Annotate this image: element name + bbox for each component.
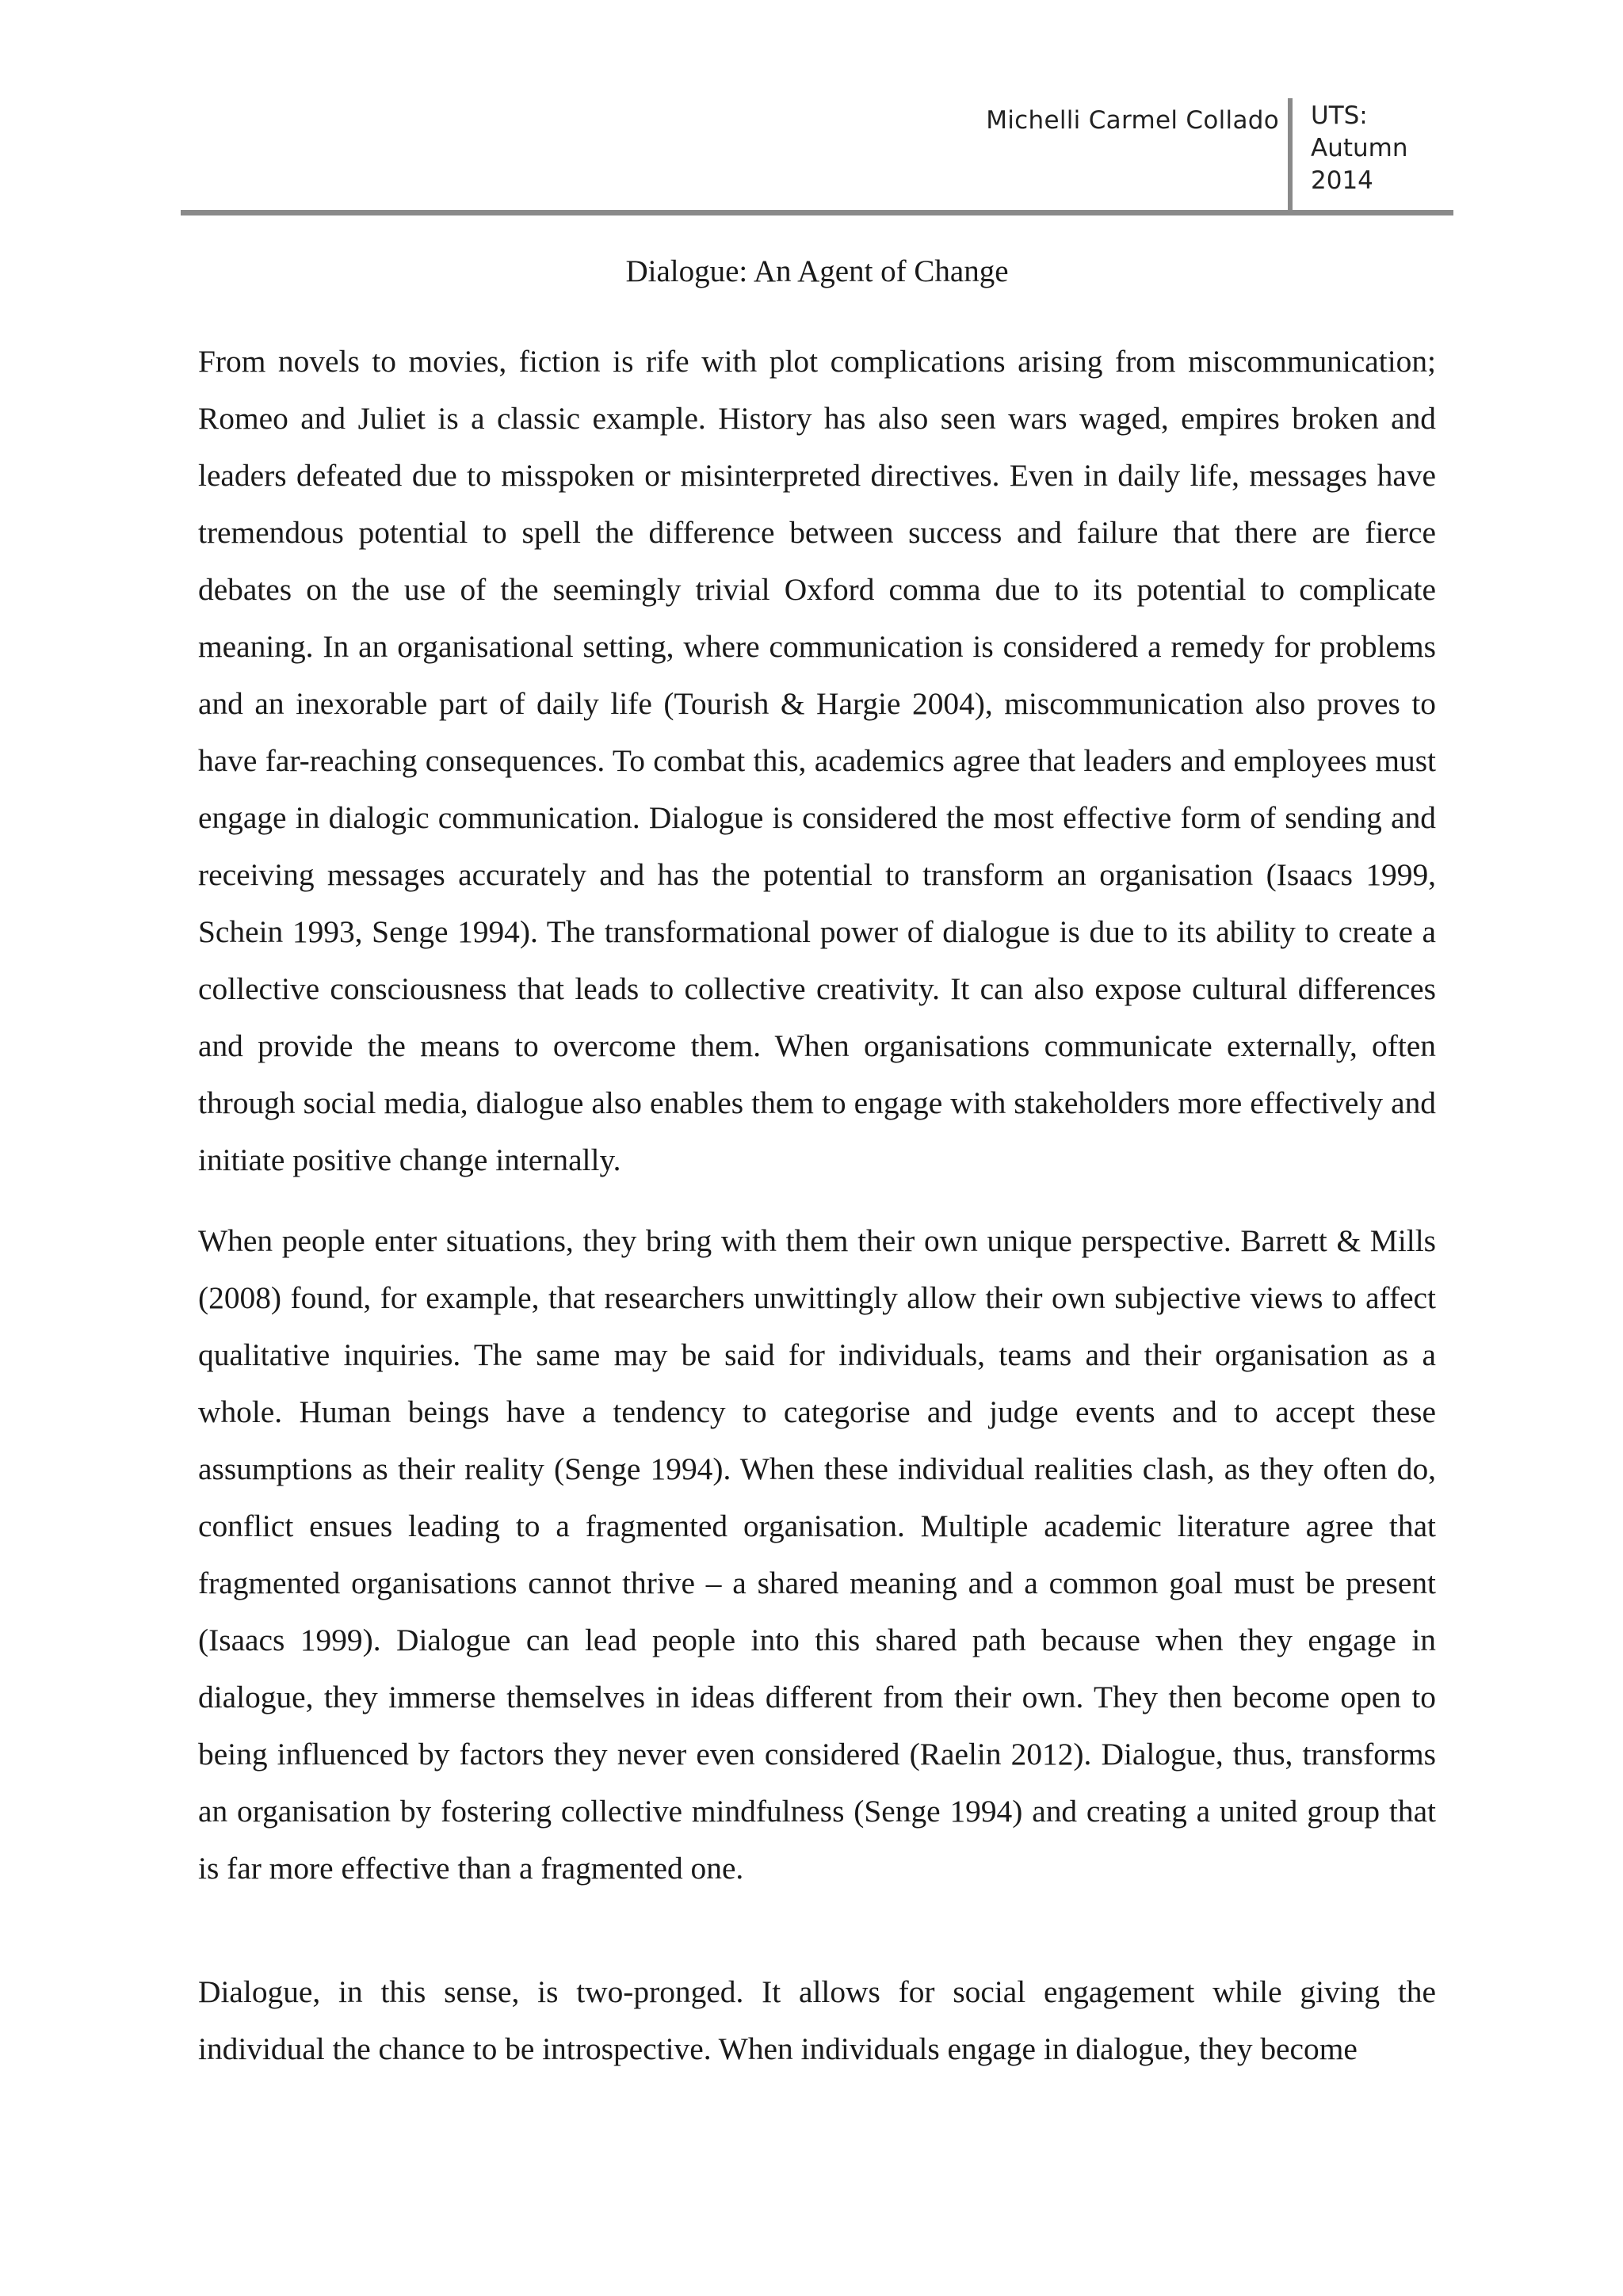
paragraph: When people enter situations, they bring with them their own unique perspective. Barrett & Mills (2008) found, for example, that researchers unwittingly allow their own subjective views to affect qualitative inquiries. The same may be said for individuals, teams and their organisation as a whole. Human beings have a tendency to categorise and judge events and to accept these assumptions as their reality (Senge 1994). When these individual realities clash, as they often do, conflict ensues leading to a fragmented organisation. Multiple academic literature agree that fragmented organisations cannot thrive – a shared meaning and a common goal must be present (Isaacs 1999). Dialogue can lead people into this shared path because when they engage in dialogue, they immerse themselves in ideas different from their own. They then become open to being influenced by factors they never even considered (Raelin 2012). Dialogue, thus, transforms an organisation by fostering collective mindfulness (Senge 1994) and creating a united group that is far more effective than a fragmented one. <box>198 1223 1436 1886</box>
header-term-line: 2014 <box>1311 166 1373 195</box>
paragraph: Dialogue, in this sense, is two-pronged. It allows for social engagement while giving the individual the chance to be introspective. When individuals engage in dialogue, they become <box>198 1974 1436 2066</box>
document-body <box>198 333 1436 2077</box>
document-title: Dialogue: An Agent of Change <box>625 254 1009 288</box>
page-header <box>181 95 1453 215</box>
header-term-line: UTS: <box>1311 101 1368 130</box>
header-author: Michelli Carmel Collado <box>986 106 1279 135</box>
paragraph: From novels to movies, fiction is rife with plot complications arising from miscommunication; Romeo and Juliet is a classic example. History has also seen wars waged, empires broken and leaders defeated due to misspoken or misinterpreted directives. Even in daily life, messages have tremendous potential to spell the difference between success and failure that there are fierce debates on the use of the seemingly trivial Oxford comma due to its potential to complicate meaning. In an organisational setting, where communication is considered a remedy for problems and an inexorable part of daily life (Tourish & Hargie 2004), miscommunication also proves to have far-reaching consequences. To combat this, academics agree that leaders and employees must engage in dialogic communication. Dialogue is considered the most effective form of sending and receiving messages accurately and has the potential to transform an organisation (Isaacs 1999, Schein 1993, Senge 1994). The transformational power of dialogue is due to its ability to create a collective consciousness that leads to collective creativity. It can also expose cultural differences and provide the means to overcome them. When organisations communicate externally, often through social media, dialogue also enables them to engage with stakeholders more effectively and initiate positive change internally. <box>198 344 1436 1177</box>
header-divider <box>1288 98 1293 215</box>
header-term <box>1311 100 1408 197</box>
header-term-line: Autumn <box>1311 134 1408 162</box>
